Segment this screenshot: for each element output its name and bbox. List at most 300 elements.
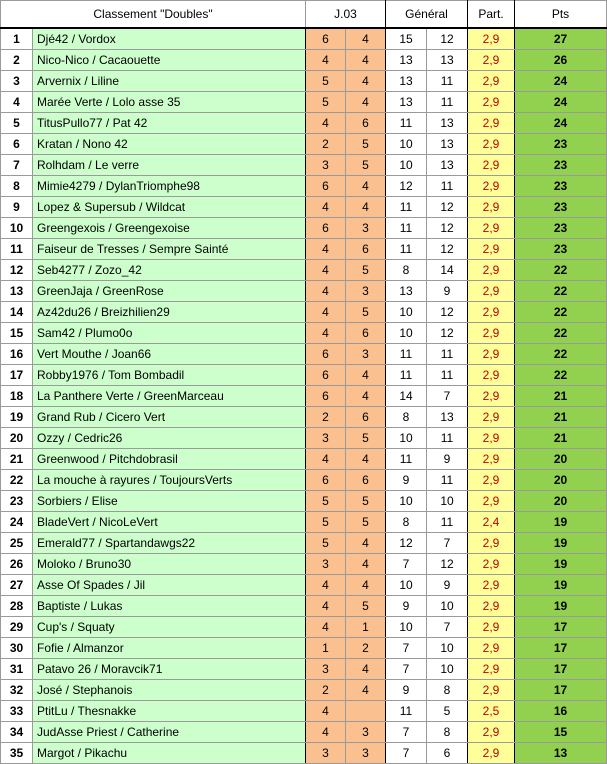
team-cell: Sam42 / Plumo0o — [33, 323, 306, 344]
table-row — [1, 680, 607, 701]
j03-score-1-cell: 4 — [306, 302, 346, 323]
rank-cell: 17 — [1, 365, 33, 386]
general-score-1-cell: 11 — [386, 113, 427, 134]
points-cell: 23 — [515, 176, 607, 197]
rank-cell: 25 — [1, 533, 33, 554]
part-cell: 2,9 — [468, 428, 515, 449]
general-score-1-cell: 15 — [386, 28, 427, 50]
part-cell: 2,9 — [468, 365, 515, 386]
rank-cell: 16 — [1, 344, 33, 365]
general-score-2-cell: 7 — [427, 386, 468, 407]
part-cell: 2,9 — [468, 449, 515, 470]
general-score-2-cell: 9 — [427, 281, 468, 302]
points-cell: 20 — [515, 449, 607, 470]
team-cell: La Panthere Verte / GreenMarceau — [33, 386, 306, 407]
general-score-2-cell: 5 — [427, 701, 468, 722]
rank-cell: 21 — [1, 449, 33, 470]
points-cell: 13 — [515, 743, 607, 764]
general-score-2-cell: 12 — [427, 218, 468, 239]
general-score-2-cell: 12 — [427, 28, 468, 50]
points-cell: 20 — [515, 491, 607, 512]
rank-cell: 1 — [1, 28, 33, 50]
rank-cell: 32 — [1, 680, 33, 701]
general-score-1-cell: 8 — [386, 407, 427, 428]
part-cell: 2,9 — [468, 722, 515, 743]
j03-score-2-cell: 5 — [346, 491, 386, 512]
rank-cell: 7 — [1, 155, 33, 176]
general-score-1-cell: 13 — [386, 71, 427, 92]
table-row — [1, 344, 607, 365]
part-cell: 2,9 — [468, 575, 515, 596]
general-score-2-cell: 8 — [427, 722, 468, 743]
j03-score-2-cell: 4 — [346, 176, 386, 197]
general-score-2-cell: 7 — [427, 617, 468, 638]
part-cell: 2,9 — [468, 50, 515, 71]
general-score-1-cell: 10 — [386, 575, 427, 596]
points-cell: 22 — [515, 323, 607, 344]
j03-score-1-cell: 4 — [306, 239, 346, 260]
points-cell: 17 — [515, 617, 607, 638]
table-row — [1, 281, 607, 302]
part-cell: 2,9 — [468, 407, 515, 428]
points-cell: 17 — [515, 638, 607, 659]
general-score-1-cell: 9 — [386, 680, 427, 701]
general-score-2-cell: 13 — [427, 50, 468, 71]
team-cell: Emerald77 / Spartandawgs22 — [33, 533, 306, 554]
j03-score-2-cell: 4 — [346, 28, 386, 50]
j03-score-2-cell: 4 — [346, 533, 386, 554]
points-cell: 15 — [515, 722, 607, 743]
points-cell: 24 — [515, 92, 607, 113]
part-cell: 2,9 — [468, 596, 515, 617]
table-row — [1, 638, 607, 659]
table-row — [1, 50, 607, 71]
j03-score-2-cell: 2 — [346, 638, 386, 659]
team-cell: Baptiste / Lukas — [33, 596, 306, 617]
j03-score-2-cell: 5 — [346, 155, 386, 176]
points-cell: 21 — [515, 428, 607, 449]
part-cell: 2,9 — [468, 113, 515, 134]
general-score-2-cell: 14 — [427, 260, 468, 281]
part-cell: 2,9 — [468, 323, 515, 344]
part-cell: 2,9 — [468, 218, 515, 239]
points-cell: 22 — [515, 344, 607, 365]
points-cell: 19 — [515, 554, 607, 575]
general-score-1-cell: 12 — [386, 176, 427, 197]
standings-body — [1, 28, 607, 764]
j03-score-1-cell: 6 — [306, 218, 346, 239]
rank-cell: 28 — [1, 596, 33, 617]
part-cell: 2,9 — [468, 302, 515, 323]
table-row — [1, 155, 607, 176]
table-title: Classement "Doubles" — [1, 1, 306, 29]
general-score-2-cell: 8 — [427, 680, 468, 701]
team-cell: Arvernix / Liline — [33, 71, 306, 92]
general-score-1-cell: 10 — [386, 134, 427, 155]
team-cell: Kratan / Nono 42 — [33, 134, 306, 155]
general-score-1-cell: 11 — [386, 449, 427, 470]
part-cell: 2,9 — [468, 743, 515, 764]
points-cell: 20 — [515, 470, 607, 491]
team-cell: Djé42 / Vordox — [33, 28, 306, 50]
part-cell: 2,9 — [468, 260, 515, 281]
rank-cell: 15 — [1, 323, 33, 344]
points-cell: 19 — [515, 512, 607, 533]
team-cell: Marée Verte / Lolo asse 35 — [33, 92, 306, 113]
rank-cell: 9 — [1, 197, 33, 218]
general-score-2-cell: 13 — [427, 134, 468, 155]
rank-cell: 10 — [1, 218, 33, 239]
points-cell: 22 — [515, 302, 607, 323]
team-cell: Faiseur de Tresses / Sempre Sainté — [33, 239, 306, 260]
general-score-1-cell: 11 — [386, 365, 427, 386]
table-row — [1, 407, 607, 428]
j03-score-1-cell: 3 — [306, 659, 346, 680]
table-row — [1, 134, 607, 155]
general-score-2-cell: 11 — [427, 365, 468, 386]
points-cell: 23 — [515, 134, 607, 155]
general-score-1-cell: 8 — [386, 260, 427, 281]
rank-cell: 20 — [1, 428, 33, 449]
rank-cell: 26 — [1, 554, 33, 575]
general-score-2-cell: 11 — [427, 344, 468, 365]
team-cell: Seb4277 / Zozo_42 — [33, 260, 306, 281]
team-cell: GreenJaja / GreenRose — [33, 281, 306, 302]
general-score-2-cell: 10 — [427, 659, 468, 680]
general-score-2-cell: 13 — [427, 155, 468, 176]
j03-score-1-cell: 6 — [306, 176, 346, 197]
general-score-2-cell: 13 — [427, 407, 468, 428]
part-cell: 2,9 — [468, 155, 515, 176]
j03-score-1-cell: 2 — [306, 134, 346, 155]
general-score-2-cell: 9 — [427, 575, 468, 596]
j03-score-1-cell: 3 — [306, 554, 346, 575]
j03-score-2-cell — [346, 701, 386, 722]
header-j03: J.03 — [306, 1, 386, 29]
general-score-2-cell: 12 — [427, 554, 468, 575]
team-cell: Lopez & Supersub / Wildcat — [33, 197, 306, 218]
general-score-1-cell: 8 — [386, 512, 427, 533]
rank-cell: 13 — [1, 281, 33, 302]
general-score-1-cell: 9 — [386, 596, 427, 617]
general-score-2-cell: 10 — [427, 596, 468, 617]
table-row — [1, 491, 607, 512]
general-score-1-cell: 7 — [386, 722, 427, 743]
points-cell: 24 — [515, 71, 607, 92]
j03-score-2-cell: 4 — [346, 680, 386, 701]
team-cell: Greengexois / Greengexoise — [33, 218, 306, 239]
team-cell: TitusPullo77 / Pat 42 — [33, 113, 306, 134]
header-pts: Pts — [515, 1, 607, 29]
j03-score-1-cell: 6 — [306, 28, 346, 50]
team-cell: JudAsse Priest / Catherine — [33, 722, 306, 743]
points-cell: 27 — [515, 28, 607, 50]
team-cell: Cup's / Squaty — [33, 617, 306, 638]
table-row — [1, 197, 607, 218]
points-cell: 17 — [515, 659, 607, 680]
general-score-1-cell: 11 — [386, 197, 427, 218]
j03-score-1-cell: 5 — [306, 512, 346, 533]
table-row — [1, 512, 607, 533]
j03-score-2-cell: 3 — [346, 743, 386, 764]
table-row — [1, 323, 607, 344]
part-cell: 2,9 — [468, 134, 515, 155]
part-cell: 2,9 — [468, 386, 515, 407]
general-score-2-cell: 11 — [427, 428, 468, 449]
points-cell: 22 — [515, 365, 607, 386]
j03-score-1-cell: 4 — [306, 722, 346, 743]
j03-score-2-cell: 5 — [346, 428, 386, 449]
j03-score-1-cell: 4 — [306, 197, 346, 218]
table-row — [1, 218, 607, 239]
part-cell: 2,9 — [468, 554, 515, 575]
j03-score-2-cell: 4 — [346, 659, 386, 680]
part-cell: 2,9 — [468, 617, 515, 638]
rank-cell: 30 — [1, 638, 33, 659]
points-cell: 22 — [515, 281, 607, 302]
j03-score-2-cell: 5 — [346, 302, 386, 323]
general-score-2-cell: 13 — [427, 113, 468, 134]
team-cell: Mimie4279 / DylanTriomphe98 — [33, 176, 306, 197]
header-general: Général — [386, 1, 468, 29]
j03-score-2-cell: 4 — [346, 197, 386, 218]
j03-score-1-cell: 4 — [306, 596, 346, 617]
j03-score-1-cell: 3 — [306, 428, 346, 449]
rank-cell: 6 — [1, 134, 33, 155]
table-row — [1, 71, 607, 92]
j03-score-2-cell: 4 — [346, 575, 386, 596]
j03-score-1-cell: 5 — [306, 533, 346, 554]
j03-score-1-cell: 4 — [306, 701, 346, 722]
rank-cell: 29 — [1, 617, 33, 638]
part-cell: 2,9 — [468, 281, 515, 302]
rank-cell: 35 — [1, 743, 33, 764]
table-row — [1, 449, 607, 470]
j03-score-2-cell: 4 — [346, 50, 386, 71]
general-score-2-cell: 12 — [427, 302, 468, 323]
table-row — [1, 659, 607, 680]
team-cell: Patavo 26 / Moravcik71 — [33, 659, 306, 680]
rank-cell: 31 — [1, 659, 33, 680]
j03-score-2-cell: 3 — [346, 344, 386, 365]
team-cell: Moloko / Bruno30 — [33, 554, 306, 575]
part-cell: 2,9 — [468, 92, 515, 113]
general-score-1-cell: 11 — [386, 239, 427, 260]
points-cell: 22 — [515, 260, 607, 281]
points-cell: 23 — [515, 239, 607, 260]
j03-score-2-cell: 1 — [346, 617, 386, 638]
table-row — [1, 386, 607, 407]
table-row — [1, 28, 607, 50]
general-score-2-cell: 11 — [427, 92, 468, 113]
j03-score-1-cell: 4 — [306, 281, 346, 302]
part-cell: 2,9 — [468, 239, 515, 260]
table-row — [1, 302, 607, 323]
general-score-1-cell: 13 — [386, 92, 427, 113]
j03-score-1-cell: 4 — [306, 50, 346, 71]
rank-cell: 11 — [1, 239, 33, 260]
part-cell: 2,9 — [468, 470, 515, 491]
j03-score-1-cell: 3 — [306, 155, 346, 176]
j03-score-2-cell: 4 — [346, 386, 386, 407]
points-cell: 19 — [515, 533, 607, 554]
j03-score-1-cell: 2 — [306, 680, 346, 701]
j03-score-2-cell: 6 — [346, 470, 386, 491]
points-cell: 23 — [515, 197, 607, 218]
j03-score-2-cell: 3 — [346, 722, 386, 743]
general-score-2-cell: 10 — [427, 491, 468, 512]
table-row — [1, 365, 607, 386]
rank-cell: 18 — [1, 386, 33, 407]
points-cell: 21 — [515, 407, 607, 428]
table-row — [1, 701, 607, 722]
points-cell: 21 — [515, 386, 607, 407]
general-score-1-cell: 7 — [386, 638, 427, 659]
general-score-1-cell: 7 — [386, 743, 427, 764]
general-score-2-cell: 11 — [427, 176, 468, 197]
j03-score-1-cell: 4 — [306, 575, 346, 596]
team-cell: Fofie / Almanzor — [33, 638, 306, 659]
j03-score-1-cell: 6 — [306, 470, 346, 491]
j03-score-1-cell: 2 — [306, 407, 346, 428]
team-cell: Robby1976 / Tom Bombadil — [33, 365, 306, 386]
general-score-1-cell: 12 — [386, 533, 427, 554]
table-row — [1, 722, 607, 743]
part-cell: 2,9 — [468, 28, 515, 50]
table-row — [1, 617, 607, 638]
general-score-2-cell: 11 — [427, 470, 468, 491]
team-cell: La mouche à rayures / ToujoursVerts — [33, 470, 306, 491]
j03-score-1-cell: 4 — [306, 323, 346, 344]
part-cell: 2,9 — [468, 344, 515, 365]
team-cell: PtitLu / Thesnakke — [33, 701, 306, 722]
general-score-1-cell: 9 — [386, 470, 427, 491]
j03-score-2-cell: 4 — [346, 365, 386, 386]
team-cell: Az42du26 / Breizhilien29 — [33, 302, 306, 323]
table-row — [1, 260, 607, 281]
j03-score-2-cell: 5 — [346, 596, 386, 617]
rank-cell: 5 — [1, 113, 33, 134]
rank-cell: 19 — [1, 407, 33, 428]
j03-score-2-cell: 4 — [346, 92, 386, 113]
general-score-1-cell: 11 — [386, 344, 427, 365]
rank-cell: 22 — [1, 470, 33, 491]
j03-score-2-cell: 6 — [346, 239, 386, 260]
general-score-1-cell: 10 — [386, 617, 427, 638]
team-cell: Grand Rub / Cicero Vert — [33, 407, 306, 428]
j03-score-1-cell: 6 — [306, 344, 346, 365]
general-score-1-cell: 13 — [386, 281, 427, 302]
general-score-1-cell: 7 — [386, 659, 427, 680]
j03-score-2-cell: 6 — [346, 113, 386, 134]
j03-score-1-cell: 4 — [306, 113, 346, 134]
j03-score-2-cell: 4 — [346, 554, 386, 575]
team-cell: Ozzy / Cedric26 — [33, 428, 306, 449]
j03-score-1-cell: 6 — [306, 386, 346, 407]
rank-cell: 2 — [1, 50, 33, 71]
j03-score-1-cell: 5 — [306, 491, 346, 512]
team-cell: José / Stephanois — [33, 680, 306, 701]
general-score-2-cell: 12 — [427, 239, 468, 260]
general-score-2-cell: 6 — [427, 743, 468, 764]
general-score-2-cell: 11 — [427, 512, 468, 533]
team-cell: Margot / Pikachu — [33, 743, 306, 764]
j03-score-2-cell: 4 — [346, 71, 386, 92]
j03-score-1-cell: 4 — [306, 260, 346, 281]
j03-score-2-cell: 3 — [346, 218, 386, 239]
rank-cell: 8 — [1, 176, 33, 197]
general-score-1-cell: 10 — [386, 323, 427, 344]
general-score-2-cell: 10 — [427, 638, 468, 659]
team-cell: Greenwood / Pitchdobrasil — [33, 449, 306, 470]
j03-score-1-cell: 4 — [306, 449, 346, 470]
rank-cell: 34 — [1, 722, 33, 743]
table-row — [1, 743, 607, 764]
general-score-1-cell: 7 — [386, 554, 427, 575]
j03-score-2-cell: 3 — [346, 281, 386, 302]
general-score-1-cell: 10 — [386, 155, 427, 176]
table-row — [1, 575, 607, 596]
general-score-2-cell: 12 — [427, 323, 468, 344]
general-score-1-cell: 10 — [386, 302, 427, 323]
points-cell: 23 — [515, 218, 607, 239]
part-cell: 2,9 — [468, 638, 515, 659]
part-cell: 2,9 — [468, 533, 515, 554]
table-row — [1, 596, 607, 617]
table-row — [1, 554, 607, 575]
j03-score-2-cell: 6 — [346, 323, 386, 344]
j03-score-2-cell: 4 — [346, 449, 386, 470]
general-score-1-cell: 11 — [386, 218, 427, 239]
part-cell: 2,9 — [468, 197, 515, 218]
header-row — [1, 1, 607, 29]
points-cell: 17 — [515, 680, 607, 701]
j03-score-2-cell: 6 — [346, 407, 386, 428]
j03-score-1-cell: 4 — [306, 617, 346, 638]
general-score-2-cell: 9 — [427, 449, 468, 470]
rank-cell: 27 — [1, 575, 33, 596]
part-cell: 2,5 — [468, 701, 515, 722]
rank-cell: 33 — [1, 701, 33, 722]
table-row — [1, 113, 607, 134]
rank-cell: 14 — [1, 302, 33, 323]
points-cell: 16 — [515, 701, 607, 722]
general-score-2-cell: 7 — [427, 533, 468, 554]
part-cell: 2,9 — [468, 491, 515, 512]
team-cell: BladeVert / NicoLeVert — [33, 512, 306, 533]
team-cell: Asse Of Spades / Jil — [33, 575, 306, 596]
rank-cell: 24 — [1, 512, 33, 533]
j03-score-2-cell: 5 — [346, 260, 386, 281]
j03-score-2-cell: 5 — [346, 512, 386, 533]
j03-score-1-cell: 3 — [306, 743, 346, 764]
part-cell: 2,4 — [468, 512, 515, 533]
rank-cell: 4 — [1, 92, 33, 113]
points-cell: 19 — [515, 596, 607, 617]
team-cell: Rolhdam / Le verre — [33, 155, 306, 176]
team-cell: Sorbiers / Elise — [33, 491, 306, 512]
table-row — [1, 428, 607, 449]
j03-score-1-cell: 5 — [306, 92, 346, 113]
j03-score-2-cell: 5 — [346, 134, 386, 155]
general-score-1-cell: 10 — [386, 428, 427, 449]
rank-cell: 12 — [1, 260, 33, 281]
team-cell: Vert Mouthe / Joan66 — [33, 344, 306, 365]
j03-score-1-cell: 5 — [306, 71, 346, 92]
table-row — [1, 533, 607, 554]
j03-score-1-cell: 1 — [306, 638, 346, 659]
general-score-2-cell: 12 — [427, 197, 468, 218]
